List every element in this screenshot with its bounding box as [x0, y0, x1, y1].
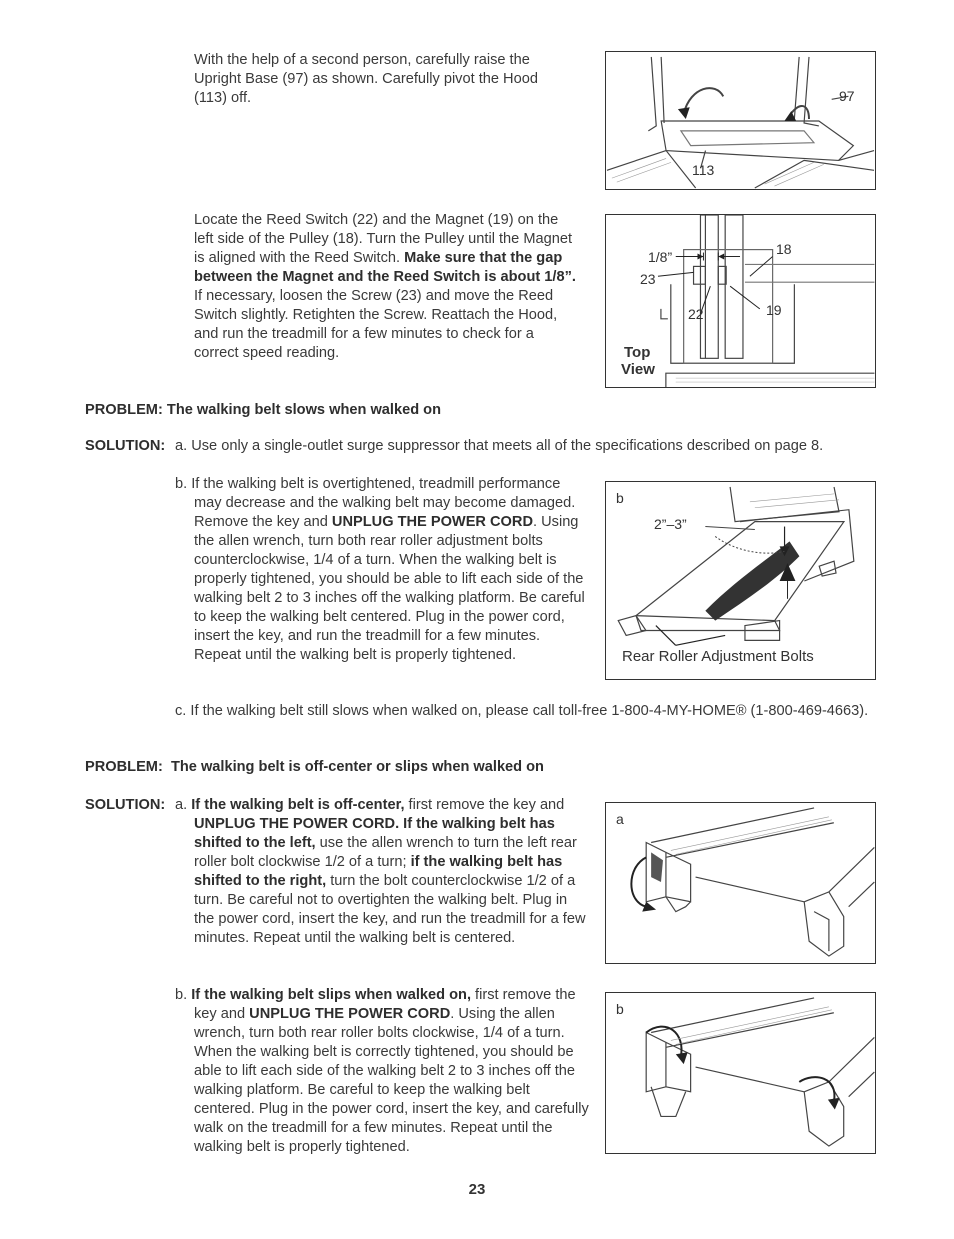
step1-text: With the help of a second person, carefully raise the Upright Base (97) as shown. Carefully pivot the Hood (113) off.: [194, 52, 538, 106]
fig-letter-b: b: [616, 490, 624, 506]
problem2-b-slips: If the walking belt slips when walked on,: [191, 987, 471, 1003]
problem1-solution-label: SOLUTION:: [85, 438, 166, 454]
step2-text-a: Locate the Reed Switch (22) and the Magnet (19) on the left side of the Pulley (18). Turn the Pulley until the Magnet is aligned with the Reed Switch.: [194, 212, 573, 266]
problem2-b-unplug: UNPLUG THE POWER CORD: [249, 1006, 451, 1022]
step2-gap-warning: Make sure that the gap between the Magnet and the Reed Switch is about 1/8”.: [194, 250, 576, 285]
reed-switch-figure: [605, 214, 876, 388]
problem2-b-text1: first remove the key and: [194, 987, 576, 1022]
problem1-b-text-b: . Using the allen wrench, turn both rear roller adjustment bolts counterclockwise, 1/4 of a turn. When the walking belt is properly tightened, you should be able to lift each side of the walking belt 2 to 3 inches off the walking platform. Be careful to keep the walking belt centered. Plug in the power cord, insert the key, and run the treadmill for a few minutes. Repeat until the walking belt is properly tightened.: [194, 514, 585, 663]
off-center-drawing: [606, 803, 875, 963]
label-2-3-inches: 2”–3”: [654, 516, 687, 532]
problem1-solution-b: [175, 475, 589, 665]
label-22: 22: [688, 306, 704, 322]
label-19: 19: [766, 302, 782, 318]
problem2-solution-label: SOLUTION:: [85, 797, 166, 813]
label-top: Top: [624, 344, 651, 361]
fig-letter-b2: b: [616, 1001, 624, 1017]
page-number: 23: [468, 1181, 486, 1198]
problem2-heading: [85, 758, 544, 777]
problem2-a-unplug: UNPLUG THE POWER CORD. If the walking belt has shifted to the left,: [194, 816, 555, 851]
rear-roller-figure: [605, 481, 876, 680]
label-113: 113: [692, 162, 715, 178]
problem1-title: The walking belt slows when walked on: [166, 402, 441, 418]
rear-roller-caption: Rear Roller Adjustment Bolts: [622, 648, 814, 665]
problem2-prefix: PROBLEM:: [85, 759, 163, 775]
label-18: 18: [776, 241, 792, 257]
off-center-figure: [605, 802, 876, 964]
problem2-title: The walking belt is off-center or slips when walked on: [170, 759, 544, 775]
label-view: View: [621, 361, 655, 378]
belt-slip-figure: [605, 992, 876, 1154]
problem1-b-unplug: UNPLUG THE POWER CORD: [331, 514, 533, 530]
problem1-solution-c: c. If the walking belt still slows when walked on, please call toll-free 1-800-4-MY-HOME® (1-800-469-4663).: [175, 703, 869, 719]
problem1-heading: [85, 401, 441, 420]
hood-removal-figure: [605, 51, 876, 190]
belt-slip-drawing: [606, 993, 875, 1153]
problem2-a-text2: use the allen wrench to turn the left rear roller bolt clockwise 1/2 of a turn;: [194, 835, 577, 870]
problem2-solution-b: b. If the walking belt slips when walked on, first remove the key and UNPLUG THE POWER CORD. Using the allen wrench, turn both rear roller bolts clockwise, 1/4 of a turn. When the walking belt is correctly tightened, you should be able to lift each side of the walking belt 2 to 3 inches off the walking platform. Be careful to keep the walking belt centered. Plug in the power cord, insert the key, and carefully walk on the treadmill for a few minutes. Repeat until the walking belt is properly tightened.: [175, 987, 589, 1155]
step2-text-b: If necessary, loosen the Screw (23) and move the Reed Switch slightly. Retighten the Screw. Reattach the Hood, and run the treadmill for a few minutes to check for a correct speed reading.: [194, 288, 558, 361]
problem1-b-text-a: b. If the walking belt is overtightened, treadmill performance may decrease and the walking belt may become damaged. Remove the key and: [175, 476, 576, 530]
step2-text: [194, 211, 579, 363]
problem2-a-shift-right: if the walking belt has shifted to the right,: [194, 854, 563, 889]
problem1-solution-a: a. Use only a single-outlet surge suppressor that meets all of the specifications described on page 8.: [175, 438, 824, 454]
problem2-a-text3: turn the bolt counterclockwise 1/2 of a turn. Be careful not to overtighten the walking belt. Plug in the power cord, insert the key, and run the treadmill for a few minutes. Repeat until the walking belt is centered.: [194, 873, 586, 946]
hood-removal-drawing: [606, 52, 875, 189]
label-gap: 1/8”: [648, 249, 673, 265]
label-23: 23: [640, 271, 656, 287]
problem2-b-text2: . Using the allen wrench, turn both rear roller bolts clockwise, 1/4 of a turn. When the walking belt is correctly tightened, you should be able to lift each side of the walking belt 2 to 3 inches off the walking platform. Be careful to keep the walking belt centered. Plug in the power cord, insert the key, and carefully walk on the treadmill for a few minutes. Repeat until the walking belt is properly tightened.: [194, 1006, 589, 1155]
fig-letter-a: a: [616, 811, 624, 827]
problem2-a-text1: first remove the key and: [404, 797, 565, 813]
problem1-prefix: PROBLEM:: [85, 402, 163, 418]
problem2-solution-a: a. If the walking belt is off-center, first remove the key and UNPLUG THE POWER CORD. If the walking belt has shifted to the left, use the allen wrench to turn the left rear roller bolt clockwise 1/2 of a turn; if the walking belt has shifted to the right, turn the bolt counterclockwise 1/2 of a turn. Be careful not to overtighten the walking belt. Plug in the power cord, insert the key, and run the treadmill for a few minutes. Repeat until the walking belt is centered.: [175, 797, 586, 946]
label-97: 97: [839, 88, 855, 104]
problem2-a-off-center: If the walking belt is off-center,: [191, 797, 405, 813]
